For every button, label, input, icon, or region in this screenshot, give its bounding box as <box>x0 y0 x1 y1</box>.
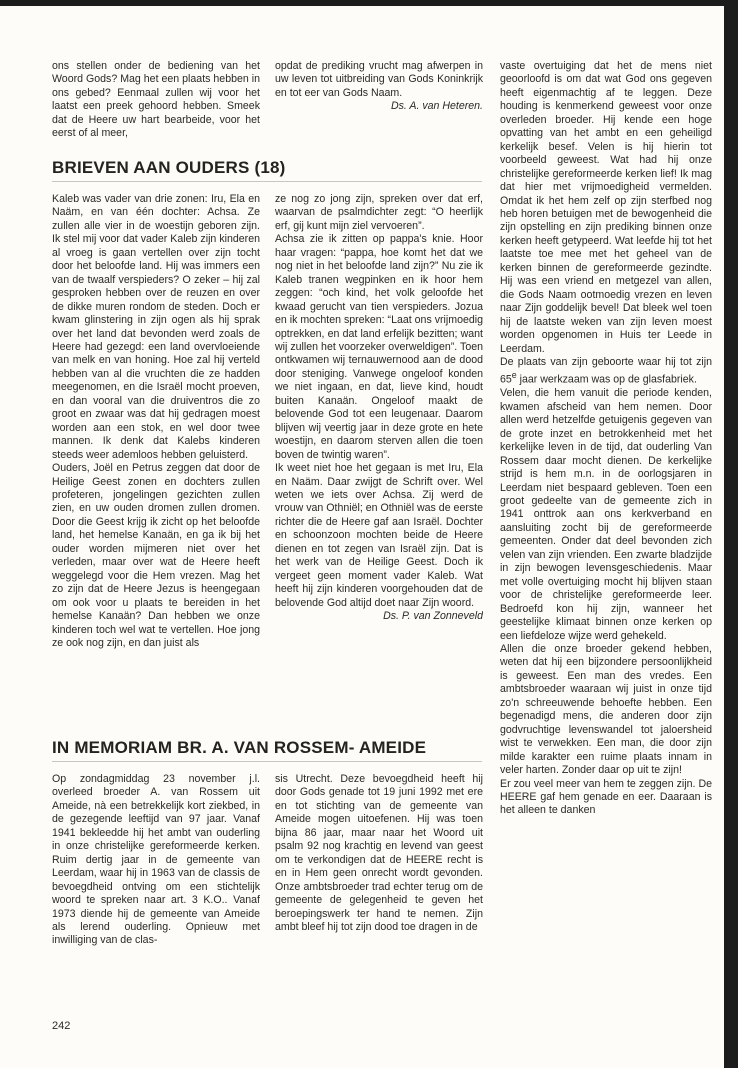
page-binding-edge <box>724 0 738 1068</box>
brieven-paragraph: Achsa zie ik zitten op pappa's knie. Hoor haar vragen: “pappa, hoe komt het dat we nog niet in het beloofde land zijn?” Nu zie ik Kaleb tranen wegpinken en ik hoor hem zeggen: “och kind, het volk geloofde het kwaad gerucht van tien verspieders. Jozua en ik mochten spreken: “Laat ons vrijmoedig optrekken, en dat land erfelijk bezitten; want wij zullen het voorzeker overweldigen”. Toen ontkwamen wij ternauwernood aan de dood door steniging. Vanwege ongeloof konden we niet ingaan, en dat, lieve kind, houdt buiten Kanaän. Ongeloof maakt de belovende God tot een leugenaar. Daarom blijven wij veertig jaar in deze grote en hete woestijn, en daarom sterven allen die toen boven de twintig waren”. <box>275 233 483 461</box>
page-top-edge <box>0 0 738 6</box>
memoriam-paragraph <box>500 356 712 387</box>
prev-article-text: opdat de prediking vrucht mag afwerpen in uw leven tot uitbreiding van Gods Koninkrijk en tot eer van Gods Naam. <box>275 60 483 99</box>
brieven-col2 <box>275 193 483 743</box>
memoriam-paragraph: Op zondagmiddag 23 november j.l. overleed broeder A. van Rossem uit Ameide, nà een betrekkelijk kort ziekbed, in de gezegende leeftijd van 97 jaar. Vanaf 1941 bekleedde hij het ambt van ouderling in onze christelijke gereformeerde kerken. Ruim dertig jaar in de gemeente van Leerdam, waar hij in 1963 van de classis de bevoegdheid ontving om een stichtelijk woord te spreken naar art. 3 K.O.. Vanaf 1973 diende hij de gemeente van Ameide als lerend ouderling. Opnieuw met inwilliging van de clas- <box>52 773 260 947</box>
memoriam-col3 <box>500 60 712 975</box>
memoriam-paragraph: Allen die onze broeder gekend hebben, weten dat hij een bijzondere persoonlijkheid is geweest. Een man des vredes. Een ambtsbroeder waaraan wij juist in onze tijd zo'n schreeuwende behoefte hebben. Een begenadigd mens, die anderen door zijn godvruchtige levenswandel tot jaloersheid wist te verwekken. Een man, die door zijn milde karakter een ruime plaats innam in veler harten. Zonder daar op uit te zijn! <box>500 643 712 777</box>
brieven-paragraph: Ouders, Joël en Petrus zeggen dat door de Heilige Geest zonen en dochters zullen profeteren, jongelingen gezichten zullen zien, en uw ouden dromen zullen dromen. Door die Geest krijg ik zicht op het beloofde land, het hemelse Kanaän, en ga ik bij het ouder worden mijmeren niet over het verleden, maar over wat de Heere heeft weggelegd voor die Hem vrezen. Mag het zo zijn dat de Heere Jezus is heengegaan om ook voor u plaats te bereiden in het hemelse Kanaän? Dan hebben we onze kinderen toch wel wat te vertellen. Hoe jong ze ook nog zijn, en dan juist als <box>52 462 260 649</box>
memoriam-title: IN MEMORIAM BR. A. VAN ROSSEM- AMEIDE <box>52 738 482 762</box>
prev-article-signature: Ds. A. van Heteren. <box>390 100 483 113</box>
memoriam-col2 <box>275 773 483 973</box>
page-number: 242 <box>52 1020 71 1032</box>
memoriam-paragraph: vaste overtuiging dat het de mens niet geoorloofd is om dat wat God ons gegeven heeft eigenmachtig af te leggen. Deze houding is kenmerkend geweest voor onze overleden broeder. Hij kende een hoge opvatting van het ambt en een geheiligd kerkelijk besef. Velen is hij hierin tot voorbeeld geweest. Wat had hij onze christelijke gereformeerde kerken lief! Ik mag dat hier met vrijmoedigheid vermelden. Omdat ik het hem zelf op zijn sterfbed nog heb horen betuigen met de bewogenheid die zijn opstelling en zijn prediking binnen onze kerken heeft getypeerd. Wat leefde hij tot het laatste toe mee met het geheel van de kerken binnen de gereformeerde gezindte. Hij was een vriend en metgezel van allen, die Gods Naam ootmoedig vrezen en leven naar Zijn goddelijk bevel! Dat bleek wel toen hij de laatste weken van zijn leven moest worden opgenomen in Huis ter Leede in Leerdam. <box>500 60 712 355</box>
memoriam-paragraph: sis Utrecht. Deze bevoegdheid heeft hij door Gods genade tot 19 juni 1992 met ere en tot stichting van de gemeente van Ameide mogen uitoefenen. Hij was toen bijna 86 jaar, maar naar het Woord uit psalm 92 nog krachtig en levend van geest om te verkondigen dat de HEERE recht is en in Hem geen onrecht wordt gevonden. Onze ambtsbroeder trad echter terug om de gemeente de gelegenheid te geven het beroepingswerk ter hand te nemen. Zijn ambt bleef hij tot zijn dood toe dragen in de <box>275 773 483 933</box>
brieven-title: BRIEVEN AAN OUDERS (18) <box>52 158 482 182</box>
memoriam-text: De plaats van zijn geboorte waar hij tot zijn 65 <box>500 355 712 386</box>
prev-article-text: ons stellen onder de bediening van het Woord Gods? Mag het een plaats hebben in ons gebed? Eenmaal zullen wij voor het laatst een preek gehoord hebben. Smeek dat de Heere uw hart bearbeide, voor het eerst of al meer, <box>52 60 260 140</box>
ordinal-superscript: e <box>511 370 517 381</box>
prev-article-col2 <box>275 60 483 152</box>
memoriam-paragraph: Er zou veel meer van hem te zeggen zijn. De HEERE gaf hem genade en eer. Daaraan is het alleen te danken <box>500 777 712 817</box>
brieven-signature: Ds. P. van Zonneveld <box>383 610 483 623</box>
brieven-paragraph: ze nog zo jong zijn, spreken over dat erf, waarvan de psalmdichter zegt: “O heerlijk erf, gij kunt mijn ziel vervoeren”. <box>275 193 483 232</box>
brieven-col1 <box>52 193 260 743</box>
memoriam-text: jaar werkzaam was op de glasfabriek. <box>516 373 697 386</box>
brieven-paragraph: Kaleb was vader van drie zonen: Iru, Ela en Naäm, en van één dochter: Achsa. Ze zullen alle vier in de woestijn geboren zijn. Ik stel mij voor dat vader Kaleb zijn kinderen al vroeg is gaan vertellen over zijn tocht door het beloofde land. Hij was immers een van de twaalf verspieders? O zeker – hij zal gesproken hebben over de reuzen en over de dikke muren rondom de steden. Doch er kwam glinstering in zijn ogen als hij sprak over het land dat bevonden werd zoals de Heere had gezegd: een land overvloeiende van melk en van honing. Hoe zal hij verteld hebben van al die vruchten die ze hadden meegenomen, en die Israël mocht proeven, en dan vooral van die druiventros die zo groot en zwaar was dat hij gedragen moest worden aan een stok, en wel door twee mannen. Ik denk dat Kalebs kinderen steeds weer ademloos hebben geluisterd. <box>52 193 260 461</box>
prev-article-col1 <box>52 60 260 152</box>
brieven-paragraph: Ik weet niet hoe het gegaan is met Iru, Ela en Naäm. Daar zwijgt de Schrift over. Wel weten we iets over Achsa. Zij werd de vrouw van Othniël; en Othniël was de eerste richter die de Heere gaf aan Israël. Dochter en schoonzoon mochten beide de Heere dienen en tot zegen van Israël zijn. Dat is het werk van de Heilige Geest. Doch ik vergeet geen moment vader Kaleb. Wat heeft hij zijn kinderen voorgehouden dat de belovende God altijd doet naar Zijn woord. <box>275 462 483 609</box>
memoriam-col1 <box>52 773 260 973</box>
memoriam-paragraph: Velen, die hem vanuit die periode kenden, kwamen afscheid van hem nemen. Door allen werd hetzelfde getuigenis gegeven van de grote inzet en betrokkenheid met het kerkelijke leven in de tijd, dat ouderling Van Rossem daar mocht dienen. De kerkelijke strijd is hem m.n. in de oorlogsjaren in Leerdam niet bespaard gebleven. Toen een groot gedeelte van de gemeente zich in 1941 onttrok aan ons kerkverband en aansluiting zocht bij de gereformeerde gemeenten. Onder dat deel bevonden zich velen van zijn vrienden. Een zwarte bladzijde in zijn bewogen levensgeschiedenis. Maar met volle overtuiging mocht hij blijven staan voor de christelijke gereformeerde leer. Bedroefd kon hij zijn, wanneer het geestelijke klimaat binnen onze kerken op een liefdeloze wijze werd gehekeld. <box>500 387 712 642</box>
